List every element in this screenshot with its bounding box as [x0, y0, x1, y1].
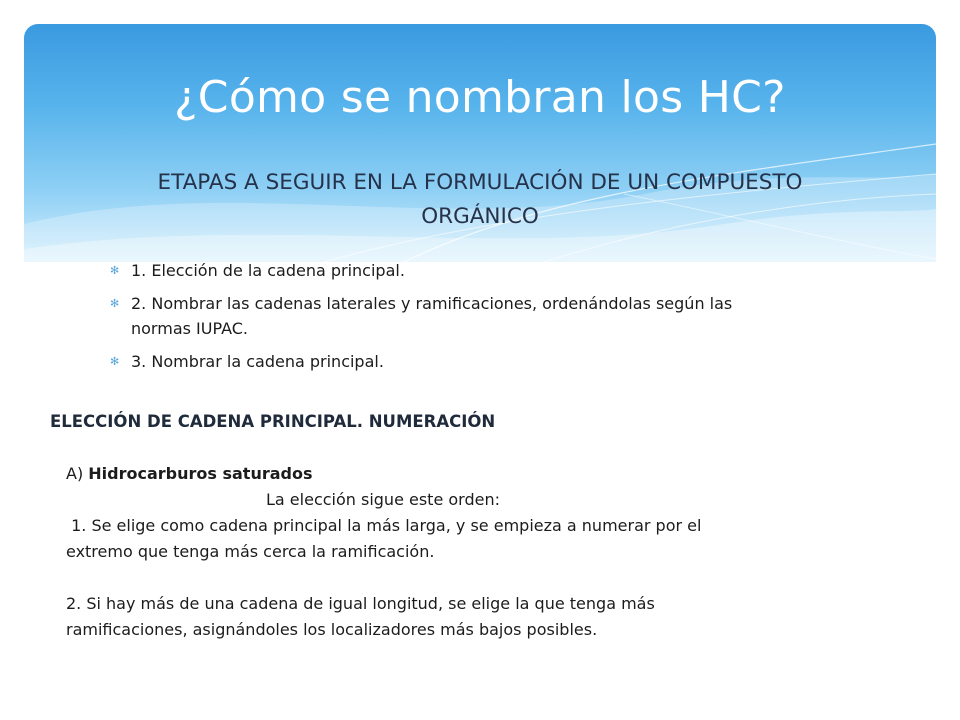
- rule-1-line-1: 1. Se elige como cadena principal la más larga, y se empieza a numerar por el: [66, 516, 702, 535]
- body-text: [66, 461, 866, 643]
- subtitle-line-1: ETAPAS A SEGUIR EN LA FORMULACIÓN DE UN COMPUESTO: [157, 170, 803, 195]
- subtitle-line-2: ORGÁNICO: [421, 204, 539, 229]
- order-intro: La elección sigue este orden:: [266, 490, 500, 509]
- list-item-text-continued: normas IUPAC.: [131, 319, 249, 338]
- asterisk-bullet-icon: ✻: [110, 264, 120, 277]
- section-heading: ELECCIÓN DE CADENA PRINCIPAL. NUMERACIÓN: [50, 412, 496, 431]
- list-item-text: 2. Nombrar las cadenas laterales y ramificaciones, ordenándolas según las: [131, 294, 733, 313]
- slide-subtitle: [100, 166, 860, 234]
- subsection-prefix: A): [66, 464, 89, 483]
- list-item-text: 1. Elección de la cadena principal.: [131, 261, 405, 280]
- list-item-text: 3. Nombrar la cadena principal.: [131, 352, 384, 371]
- blank-line: [66, 565, 866, 591]
- rule-2-line-2: ramificaciones, asignándoles los localizadores más bajos posibles.: [66, 620, 598, 639]
- subsection-heading: [66, 461, 866, 487]
- slide-title: ¿Cómo se nombran los HC?: [174, 72, 786, 123]
- rule-2-line-1: 2. Si hay más de una cadena de igual longitud, se elige la que tenga más: [66, 594, 655, 613]
- rule-1-line-2: extremo que tenga más cerca la ramificación.: [66, 542, 435, 561]
- list-item: [110, 349, 870, 374]
- subsection-title: Hidrocarburos saturados: [88, 464, 313, 483]
- asterisk-bullet-icon: ✻: [110, 297, 120, 310]
- list-item: [110, 291, 870, 341]
- list-item: [110, 258, 870, 283]
- steps-list: [110, 258, 870, 382]
- asterisk-bullet-icon: ✻: [110, 355, 120, 368]
